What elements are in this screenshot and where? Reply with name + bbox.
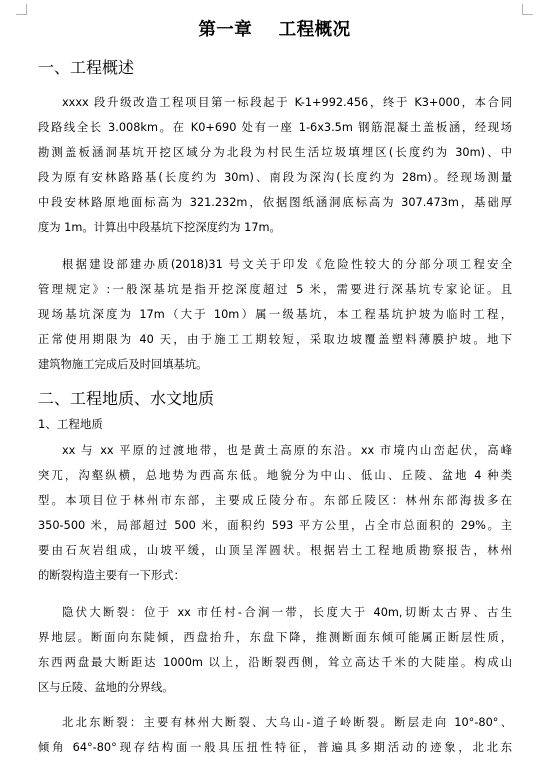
paragraph-line: 中段安林路原地面标高为 321.232m，依据图纸涵洞底标高为 307.473m，基础厚 — [38, 196, 512, 209]
paragraph-line: 350-500 米，局部超过 500 米，面积约 593 平方公里，占全市总面积的 29%。主 — [38, 519, 512, 532]
subsection-heading-engineering-geology: 1、工程地质 — [38, 417, 103, 431]
paragraph-line: 隐伏大断裂：位于 xx 市任村-合涧一带，长度大于 40m,切断太古界、古生 — [62, 606, 512, 619]
paragraph-line: 要由石灰岩组成，山坡平缓，山顶呈浑圆状。根据岩土工程地质勘察报告，林州 — [38, 544, 512, 557]
paragraph-line: 正常使用期限为 40 天，由于施工工期较短，采取边坡覆盖塑料薄膜护坡。地下 — [38, 333, 512, 346]
paragraph-line: 北北东断裂：主要有林州大断裂、大乌山-道子岭断裂。断层走向 10°-80°、 — [62, 716, 512, 729]
paragraph-line: 突兀，沟壑纵横，总地势为西高东低。地貌分为中山、低山、丘陵、盆地 4 种类 — [38, 469, 512, 482]
section-heading-overview: 一、工程概述 — [38, 58, 135, 77]
paragraph-line: 倾角 64°-80°现存结构面一般具压扭性特征，普遍具多期活动的迹象，北北东 — [38, 741, 512, 754]
paragraph-line: 段路线全长 3.008km。在 K0+690 处有一座 1-6x3.5m 钢筋混凝土盖板涵，经现场 — [38, 121, 512, 134]
page-corner-mark-top-left — [16, 4, 27, 15]
chapter-title: 第一章 工程概况 — [198, 20, 351, 40]
paragraph-line: 的断裂构造主要有一下形式： — [38, 569, 185, 582]
paragraph-line: 勘测盖板涵洞基坑开挖区域分为北段为村民生活垃圾填埋区(长度约为 30m)、中 — [38, 146, 512, 159]
paragraph-line: 度为 1m。计算出中段基坑下挖深度约为 17m。 — [38, 221, 281, 234]
paragraph-line: 界地层。断面向东陡倾，西盘抬升，东盘下降，推测断面东倾可能属正断层性质， — [38, 631, 512, 644]
paragraph-line: 现场基坑深度为 17m（大于 10m）属一级基坑，本工程基坑护坡为临时工程， — [38, 308, 512, 321]
paragraph-line: 型。本项目位于林州市东部，主要成丘陵分布。东部丘陵区：林州东部海拔多在 — [38, 494, 512, 507]
paragraph-line: 东西两盘最大断距达 1000m 以上，沿断裂西侧，耸立高达千米的大陡崖。构成山 — [38, 656, 512, 669]
paragraph-line: 管理规定》:一般深基坑是指开挖深度超过 5 米，需要进行深基坑专家论证。且 — [38, 283, 512, 296]
paragraph-line: 建筑物施工完成后及时回填基坑。 — [38, 358, 208, 371]
paragraph-line: 段为原有安林路路基(长度约为 30m)、南段为深沟(长度约为 28m)。经现场测量 — [38, 171, 512, 184]
section-heading-geology: 二、工程地质、水文地质 — [38, 389, 215, 408]
page-corner-mark-top-right — [522, 4, 533, 15]
paragraph-line: xx 与 xx 平原的过渡地带，也是黄土高原的东沿。xx 市境内山峦起伏，高峰 — [62, 444, 512, 457]
paragraph-line: xxxx 段升级改造工程项目第一标段起于 K-1+992.456，终于 K3+000，本合同 — [62, 96, 512, 109]
paragraph-line: 根据建设部建办质(2018)31 号文关于印发《危险性较大的分部分项工程安全 — [62, 258, 512, 271]
paragraph-line: 区与丘陵、盆地的分界线。 — [38, 681, 174, 694]
